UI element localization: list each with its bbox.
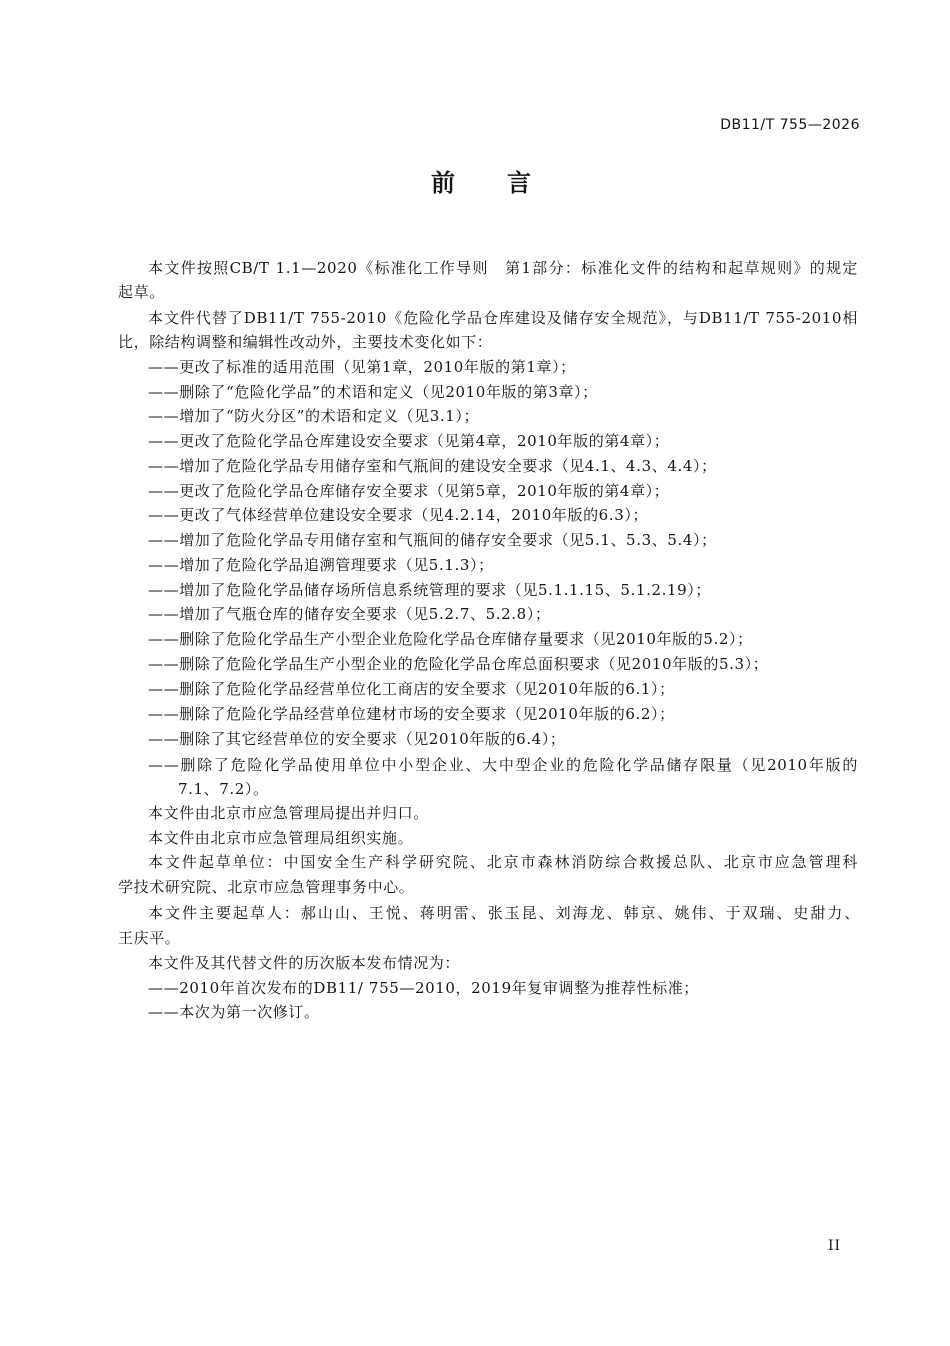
paragraph-line: 起草。 [118, 283, 165, 301]
change-item: ——增加了危险化学品追溯管理要求（见5.1.3）； [148, 556, 494, 574]
change-item: ——增加了气瓶仓库的储存安全要求（见5.2.7、5.2.8）； [148, 605, 551, 623]
change-item: ——增加了“防火分区”的术语和定义（见3.1）； [148, 407, 480, 425]
change-item: ——更改了气体经营单位建设安全要求（见4.2.14，2010年版的6.3）； [148, 506, 649, 524]
paragraph-line: 王庆平。 [118, 929, 181, 947]
change-item: ——删除了其它经营单位的安全要求（见2010年版的6.4）； [148, 730, 566, 748]
history-item: ——本次为第一次修订。 [148, 1003, 320, 1021]
document-number: DB11/T 755—2026 [720, 117, 860, 133]
change-item: ——更改了标准的适用范围（见第1章，2010年版的第1章）； [148, 358, 576, 376]
page-title: 前 言 [431, 169, 545, 197]
change-item: ——删除了危险化学品生产小型企业的危险化学品仓库总面积要求（见2010年版的5.3）； [148, 655, 769, 673]
change-item: ——删除了危险化学品经营单位化工商店的安全要求（见2010年版的6.1）； [148, 680, 675, 698]
paragraph-line: 本文件代替了DB11/T 755-2010《危险化学品仓库建设及储存安全规范》，与DB11/T 755-2010相 [148, 309, 858, 327]
change-item: ——更改了危险化学品仓库储存安全要求（见第5章，2010年版的第4章）； [148, 482, 670, 500]
change-item: ——增加了危险化学品储存场所信息系统管理的要求（见5.1.1.15、5.1.2.19）； [148, 581, 711, 599]
change-item: ——增加了危险化学品专用储存室和气瓶间的建设安全要求（见4.1、4.3、4.4）； [148, 457, 717, 475]
change-item: ——删除了危险化学品使用单位中小型企业、大中型企业的危险化学品储存限量（见2010年版的 [148, 756, 858, 774]
change-item: ——删除了危险化学品生产小型企业危险化学品仓库储存量要求（见2010年版的5.2）； [148, 630, 753, 648]
page-number: II [828, 1238, 842, 1254]
paragraph-line: 本文件主要起草人：郝山山、王悦、蒋明雷、张玉昆、刘海龙、韩京、姚伟、于双瑞、史甜力、 [148, 904, 860, 922]
history-item: ——2010年首次发布的DB11/ 755—2010，2019年复审调整为推荐性标准； [148, 979, 699, 997]
change-item: ——删除了危险化学品经营单位建材市场的安全要求（见2010年版的6.2）； [148, 705, 675, 723]
change-item: ——增加了危险化学品专用储存室和气瓶间的储存安全要求（见5.1、5.3、5.4）； [148, 531, 717, 549]
paragraph-line: 比，除结构调整和编辑性改动外，主要技术变化如下： [118, 333, 493, 351]
change-item: ——更改了危险化学品仓库建设安全要求（见第4章，2010年版的第4章）； [148, 432, 670, 450]
paragraph-line: 学技术研究院、北京市应急管理事务中心。 [118, 878, 415, 896]
change-item: ——删除了“危险化学品”的术语和定义（见2010年版的第3章）； [148, 383, 598, 401]
paragraph-line: 本文件起草单位：中国安全生产科学研究院、北京市森林消防综合救援总队、北京市应急管理科 [148, 853, 858, 871]
paragraph-line: 本文件按照CB/T 1.1—2020《标准化工作导则 第1部分：标准化文件的结构和起草规则》的规定 [148, 259, 858, 277]
paragraph-line: 本文件由北京市应急管理局组织实施。 [148, 829, 414, 847]
change-item-continuation: 7.1、7.2）。 [178, 780, 269, 798]
paragraph-line: 本文件及其代替文件的历次版本发布情况为： [148, 954, 461, 972]
paragraph-line: 本文件由北京市应急管理局提出并归口。 [148, 804, 429, 822]
